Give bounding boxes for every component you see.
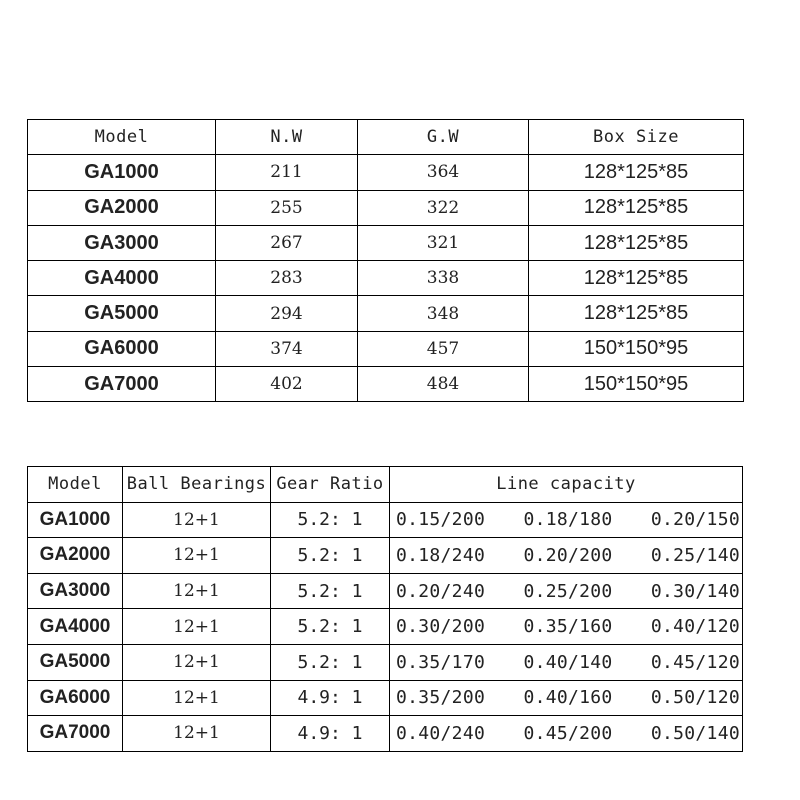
gear-ratio-cell: 5.2: 1 [271,573,390,609]
table-row [28,644,743,680]
net-weight-cell: 374 [216,331,358,366]
line-capacity-value: 0.40/240 [396,722,486,744]
model-cell: GA1000 [28,155,216,190]
table-header-row [28,467,743,503]
gear-ratio-cell: 5.2: 1 [271,538,390,574]
line-capacity-cell [390,538,743,574]
model-cell: GA7000 [28,716,123,752]
box-size-cell: 150*150*95 [529,367,744,402]
line-capacity-value: 0.50/120 [650,687,740,709]
header-ball-bearings: Ball Bearings [123,467,271,503]
header-model: Model [28,120,216,155]
box-size-cell: 128*125*85 [529,155,744,190]
table-header-row [28,120,744,155]
line-capacity-value: 0.20/150 [650,509,740,531]
ball-bearings-cell: 12+1 [123,609,271,645]
table-row [28,296,744,331]
line-capacity-value: 0.35/170 [396,651,486,673]
line-capacity-value: 0.35/160 [523,616,613,638]
gear-ratio-cell: 5.2: 1 [271,502,390,538]
gear-ratio-cell: 5.2: 1 [271,644,390,680]
gross-weight-cell: 322 [358,190,529,225]
line-capacity-value: 0.18/240 [396,544,486,566]
ball-bearings-cell: 12+1 [123,573,271,609]
header-gross-weight: G.W [358,120,529,155]
gross-weight-cell: 321 [358,225,529,260]
model-cell: GA5000 [28,296,216,331]
line-capacity-value: 0.30/200 [396,616,486,638]
ball-bearings-cell: 12+1 [123,644,271,680]
ball-bearings-cell: 12+1 [123,502,271,538]
line-capacity-cell [390,502,743,538]
line-capacity-cell [390,573,743,609]
line-capacity-value: 0.45/200 [523,722,613,744]
model-cell: GA5000 [28,644,123,680]
line-capacity-cell [390,609,743,645]
ball-bearings-cell: 12+1 [123,680,271,716]
net-weight-cell: 294 [216,296,358,331]
table-row [28,331,744,366]
gear-ratio-cell: 5.2: 1 [271,609,390,645]
line-capacity-value: 0.45/120 [650,651,740,673]
specs-table [27,466,743,752]
net-weight-cell: 402 [216,367,358,402]
line-capacity-value: 0.20/200 [523,544,613,566]
line-capacity-value: 0.18/180 [523,509,613,531]
header-box-size: Box Size [529,120,744,155]
model-cell: GA3000 [28,573,123,609]
line-capacity-value: 0.40/120 [650,616,740,638]
model-cell: GA4000 [28,609,123,645]
line-capacity-value: 0.50/140 [650,722,740,744]
box-size-cell: 128*125*85 [529,225,744,260]
model-cell: GA6000 [28,680,123,716]
table-row [28,609,743,645]
gear-ratio-cell: 4.9: 1 [271,716,390,752]
table-row [28,538,743,574]
model-cell: GA2000 [28,190,216,225]
table-row [28,573,743,609]
table-row [28,716,743,752]
gross-weight-cell: 457 [358,331,529,366]
gross-weight-cell: 338 [358,261,529,296]
model-cell: GA7000 [28,367,216,402]
header-model: Model [28,467,123,503]
model-cell: GA4000 [28,261,216,296]
weight-box-size-table [27,119,744,402]
line-capacity-value: 0.35/200 [396,687,486,709]
box-size-cell: 150*150*95 [529,331,744,366]
line-capacity-cell [390,680,743,716]
ball-bearings-cell: 12+1 [123,716,271,752]
gross-weight-cell: 364 [358,155,529,190]
table-row [28,190,744,225]
header-line-capacity: Line capacity [390,467,743,503]
table-row [28,367,744,402]
box-size-cell: 128*125*85 [529,261,744,296]
table-row [28,680,743,716]
net-weight-cell: 283 [216,261,358,296]
line-capacity-value: 0.40/160 [523,687,613,709]
header-net-weight: N.W [216,120,358,155]
ball-bearings-cell: 12+1 [123,538,271,574]
header-gear-ratio: Gear Ratio [271,467,390,503]
model-cell: GA2000 [28,538,123,574]
net-weight-cell: 211 [216,155,358,190]
model-cell: GA3000 [28,225,216,260]
line-capacity-cell [390,644,743,680]
net-weight-cell: 255 [216,190,358,225]
line-capacity-value: 0.25/200 [523,580,613,602]
line-capacity-value: 0.15/200 [396,509,486,531]
model-cell: GA1000 [28,502,123,538]
line-capacity-value: 0.40/140 [523,651,613,673]
box-size-cell: 128*125*85 [529,296,744,331]
gross-weight-cell: 484 [358,367,529,402]
line-capacity-cell [390,716,743,752]
line-capacity-value: 0.30/140 [650,580,740,602]
model-cell: GA6000 [28,331,216,366]
gross-weight-cell: 348 [358,296,529,331]
net-weight-cell: 267 [216,225,358,260]
table-row [28,261,744,296]
gear-ratio-cell: 4.9: 1 [271,680,390,716]
line-capacity-value: 0.20/240 [396,580,486,602]
table-row [28,502,743,538]
line-capacity-value: 0.25/140 [650,544,740,566]
table-row [28,155,744,190]
table-row [28,225,744,260]
box-size-cell: 128*125*85 [529,190,744,225]
